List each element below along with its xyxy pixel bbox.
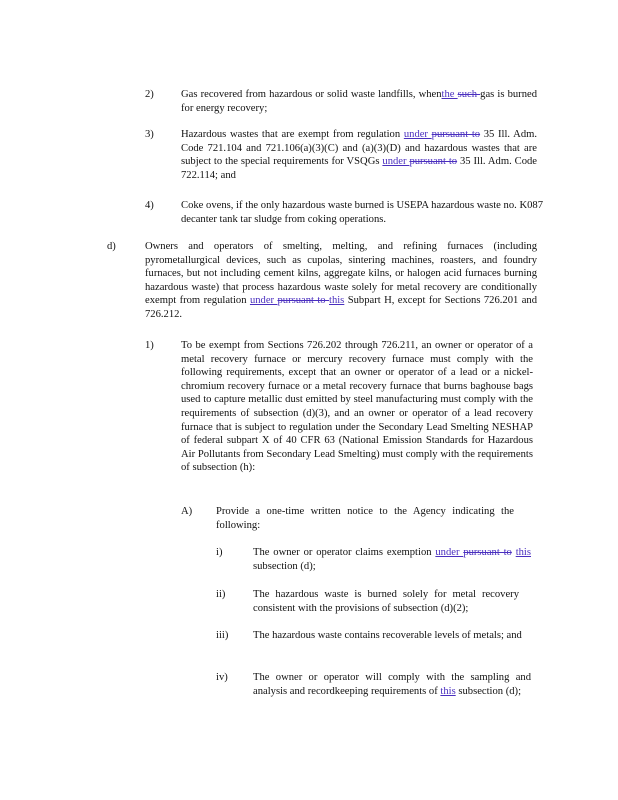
inserted-text: this — [329, 295, 345, 307]
inserted-text: under — [382, 156, 410, 168]
item-text — [253, 671, 531, 698]
deleted-text: pursuant to — [463, 547, 512, 558]
inserted-text: this — [440, 685, 456, 697]
item-text — [145, 240, 537, 322]
text-run: 35 Ill. Adm. Code 721.104 and 721.106(a)(3)(C) and (a)(3)(D) and hazardous wastes that are subject to the special requirements for VSQGs — [181, 129, 538, 168]
inserted-text: this — [515, 547, 531, 558]
deleted-text: pursuant to — [409, 156, 458, 168]
deleted-text: pursuant to — [431, 129, 481, 140]
item-text — [181, 199, 543, 226]
text-run: The owner or operator will comply with the sampling and analysis and recordkeeping requirements of — [253, 672, 531, 697]
text-run: Subpart H, except for Sections 726.201 and 726.212. — [145, 295, 537, 320]
item-text — [216, 505, 514, 532]
item-label: 4) — [145, 200, 154, 211]
text-run: The owner or operator claims exemption — [253, 547, 436, 558]
text-run: 35 Ill. Adm. Code 722.114; and — [181, 156, 537, 181]
inserted-text: under — [249, 295, 278, 307]
item-label: iii) — [216, 630, 229, 641]
item-label: d) — [107, 241, 116, 252]
item-label: ii) — [216, 589, 226, 600]
text-run: gas is burned for energy recovery; — [181, 89, 537, 114]
item-text — [253, 629, 533, 643]
text-run: subsection (d); — [455, 685, 522, 697]
text-run: subsection (d); — [253, 560, 316, 572]
text-run: Provide a one-time written notice to the Agency indicating the following: — [216, 506, 514, 531]
item-label: iv) — [216, 672, 228, 683]
inserted-text: under — [435, 547, 464, 558]
text-run: The hazardous waste contains recoverable levels of metals; and — [253, 630, 522, 641]
inserted-text: under — [403, 129, 432, 140]
item-text — [253, 588, 519, 615]
item-label: A) — [181, 506, 193, 517]
text-run: The hazardous waste is burned solely for metal recovery consistent with the provisions of subsection (d)(2); — [253, 589, 519, 614]
item-label: 2) — [145, 89, 154, 100]
item-label: 1) — [145, 340, 154, 351]
deleted-text: pursuant to — [277, 295, 329, 307]
text-run: Hazardous wastes that are exempt from regulation — [181, 129, 404, 140]
item-text — [181, 88, 537, 115]
item-label: i) — [216, 547, 223, 558]
item-label: 3) — [145, 129, 154, 140]
inserted-text: the — [441, 89, 458, 100]
text-run: Coke ovens, if the only hazardous waste burned is USEPA hazardous waste no. K087 decanter tank tar sludge from coking operations. — [181, 200, 543, 225]
item-text — [181, 339, 533, 475]
deleted-text: such — [457, 89, 481, 100]
text-run: Owners and operators of smelting, melting, and refining furnaces (including pyrometallurgical devices, such as cupolas, sintering machines, roasters, and foundry furnaces, but not including cement kilns, aggregate kilns, or halogen acid furnaces burning hazardous waste) that process hazardous waste solely for metal recovery are conditionally exempt from regulation — [145, 241, 537, 307]
text-run: To be exempt from Sections 726.202 through 726.211, an owner or operator of a metal recovery furnace or mercury recovery furnace must comply with the following requirements, except that an owner or operator of a lead or a nickel-chromium recovery furnace or a metal recovery furnace that burns baghouse bags used to capture metallic dust emitted by steel manufacturing must comply with the requirements of subsection (d)(3), and an owner or operator of a lead recovery furnace that is subject to regulation under the Secondary Lead Smelting NESHAP of federal subpart X of 40 CFR 63 (National Emission Standards for Hazardous Air Pollutants from Secondary Lead Smelting) must comply with the requirements of subsection (h): — [181, 340, 533, 474]
item-text — [181, 128, 537, 182]
text-run: Gas recovered from hazardous or solid waste landfills, when — [181, 89, 442, 100]
item-text — [253, 546, 531, 573]
